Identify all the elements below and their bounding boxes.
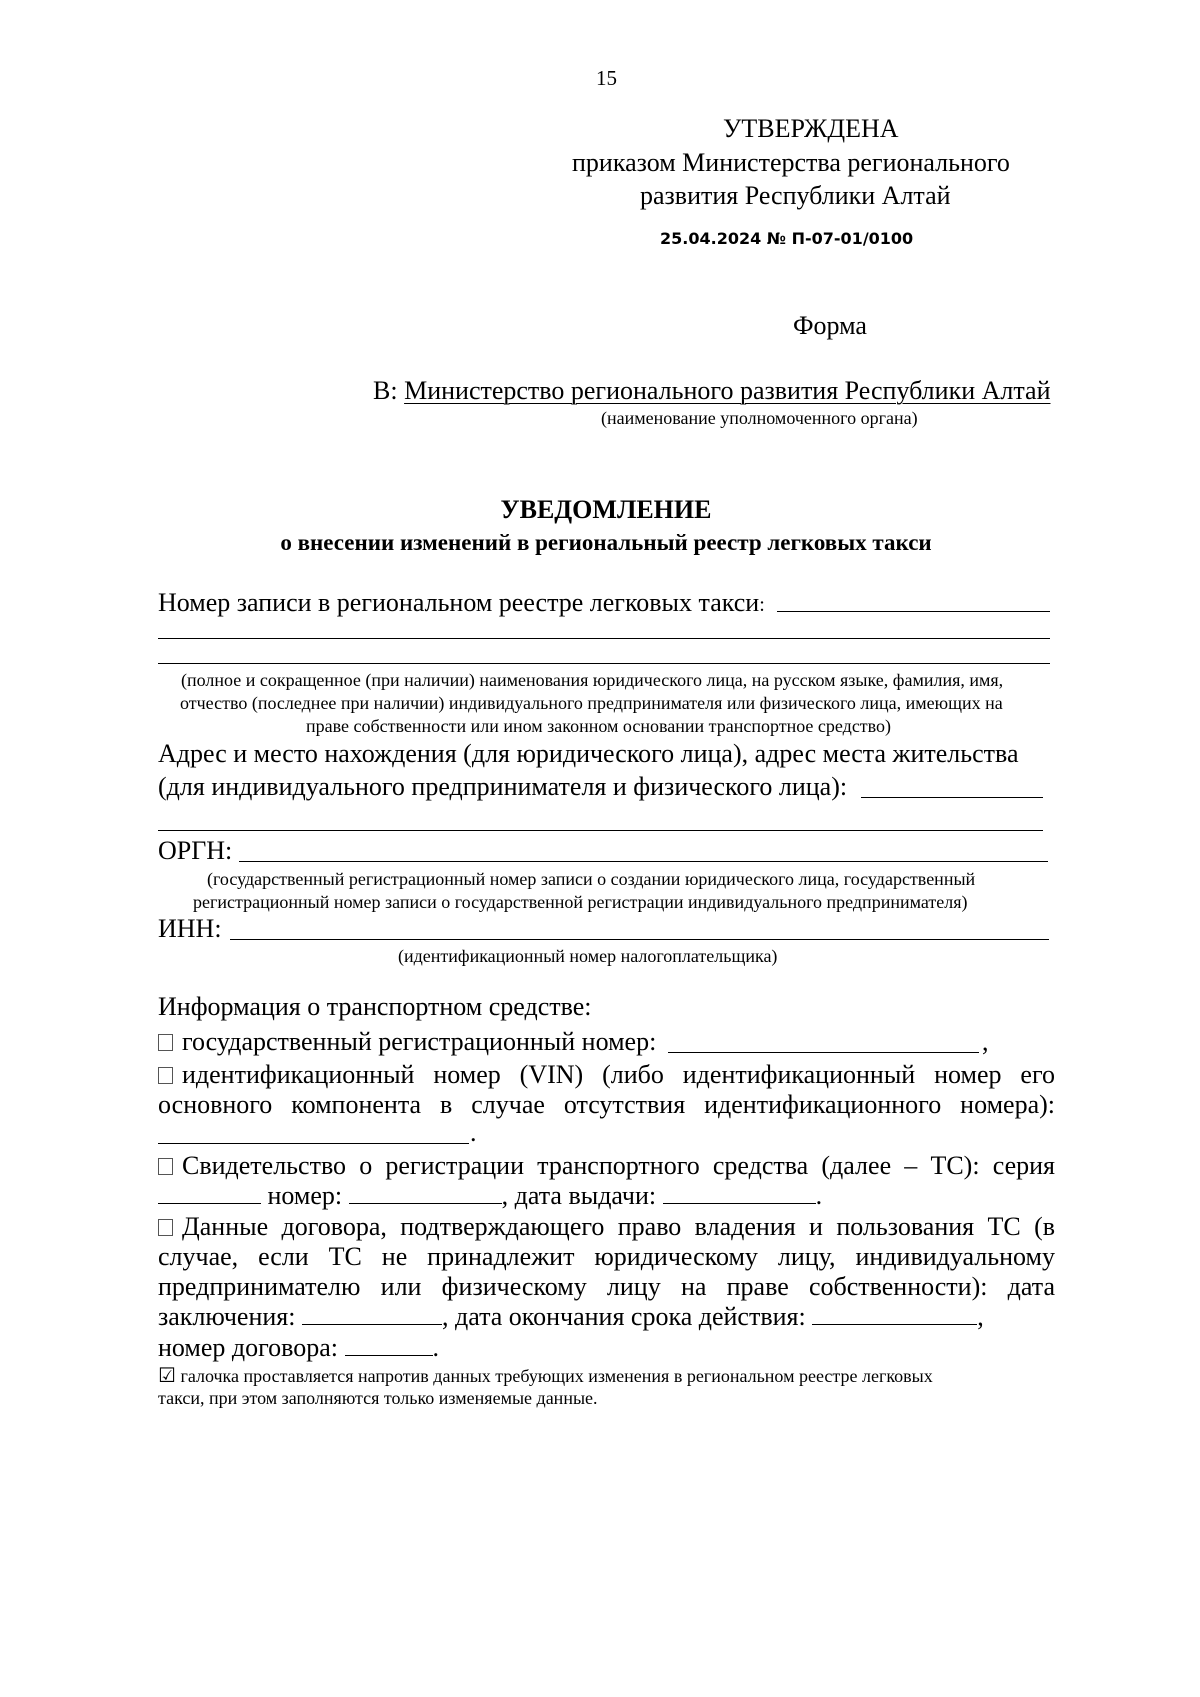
- cert-date-field[interactable]: [663, 1181, 816, 1204]
- note-line-1: ☑ галочка проставляется напротив данных требующих изменения в региональном реестре легковых: [158, 1363, 933, 1387]
- owner-name-caption-1: (полное и сокращенное (при наличии) наименования юридического лица, на русском языке, фамилия, имя,: [181, 670, 1004, 690]
- checked-box-icon: ☑: [158, 1363, 176, 1387]
- approval-order-number: 25.04.2024 № П-07-01/0100: [660, 229, 914, 248]
- owner-name-field-line-1[interactable]: [158, 638, 1050, 639]
- addressee-line: [373, 376, 1051, 406]
- ogrn-label: ОРГН:: [158, 836, 233, 865]
- address-field-line-2[interactable]: [158, 830, 1043, 831]
- ogrn-caption-2: регистрационный номер записи о государственной регистрации индивидуального предпринимателя): [193, 892, 968, 912]
- contract-line-3: предпринимателю или физическому лицу на праве собственности): дата: [158, 1272, 1055, 1301]
- owner-name-field-line-2[interactable]: [158, 663, 1050, 664]
- contract-line-4: заключения: , дата окончания срока действия: ,: [158, 1302, 984, 1331]
- contract-conclusion-date-field[interactable]: [302, 1302, 442, 1325]
- document-subtitle: о внесении изменений в региональный реестр легковых такси: [280, 530, 932, 555]
- ogrn-field[interactable]: [239, 861, 1048, 862]
- vin-line-1: идентификационный номер (VIN) (либо идентификационный номер его: [158, 1060, 1055, 1090]
- note-line-2: такси, при этом заполняются только изменяемые данные.: [158, 1388, 598, 1408]
- inn-label: ИНН:: [158, 914, 222, 943]
- form-label: Форма: [793, 311, 867, 340]
- cert-number-field[interactable]: [349, 1181, 502, 1204]
- cert-line-2: номер: , дата выдачи: .: [158, 1181, 822, 1211]
- reg-number-row: государственный регистрационный номер:: [158, 1027, 656, 1057]
- address-field[interactable]: [861, 797, 1043, 798]
- contract-line-1: Данные договора, подтверждающего право владения и пользования ТС (в: [158, 1212, 1055, 1242]
- contract-number-field[interactable]: [345, 1333, 433, 1356]
- cert-series-field[interactable]: [158, 1181, 261, 1204]
- address-label-1: Адрес и место нахождения (для юридического лица), адрес места жительства: [158, 739, 1019, 768]
- inn-caption: (идентификационный номер налогоплательщика): [398, 946, 778, 966]
- reg-number-checkbox[interactable]: [158, 1034, 173, 1051]
- approval-line-2: развития Республики Алтай: [640, 181, 951, 210]
- ogrn-caption-1: (государственный регистрационный номер записи о создании юридического лица, государственный: [207, 869, 976, 889]
- record-number-label: Номер записи в региональном реестре легковых такси:: [158, 588, 765, 617]
- vehicle-info-heading: Информация о транспортном средстве:: [158, 992, 592, 1021]
- document-title: УВЕДОМЛЕНИЕ: [500, 495, 712, 524]
- vin-period: .: [470, 1118, 477, 1147]
- vin-line-2: основного компонента в случае отсутствия идентификационного номера):: [158, 1090, 1055, 1119]
- contract-line-5: номер договора: .: [158, 1333, 440, 1362]
- cert-line-1: Свидетельство о регистрации транспортного средства (далее – ТС): серия: [158, 1151, 1055, 1181]
- inn-field[interactable]: [230, 939, 1049, 940]
- contract-expiry-date-field[interactable]: [812, 1302, 977, 1325]
- record-number-field[interactable]: [777, 611, 1050, 612]
- owner-name-caption-2: отчество (последнее при наличии) индивидуального предпринимателя или физического лица, имеющих на: [180, 693, 1003, 713]
- addressee-prefix: В:: [373, 376, 398, 405]
- approval-line-1: приказом Министерства регионального: [572, 148, 1010, 177]
- addressee-caption: (наименование уполномоченного органа): [601, 408, 918, 428]
- page-number: 15: [596, 66, 617, 90]
- vin-field[interactable]: [158, 1143, 469, 1144]
- reg-number-comma: ,: [982, 1027, 989, 1056]
- vin-checkbox[interactable]: [158, 1067, 173, 1084]
- owner-name-caption-3: праве собственности или ином законном основании транспортное средство): [306, 716, 892, 736]
- approval-title: УТВЕРЖДЕНА: [723, 114, 899, 143]
- reg-number-field[interactable]: [668, 1052, 979, 1053]
- contract-line-2: случае, если ТС не принадлежит юридическому лицу, индивидуальному: [158, 1242, 1055, 1271]
- address-label-2: (для индивидуального предпринимателя и физического лица):: [158, 772, 848, 801]
- addressee-value: Министерство регионального развития Республики Алтай: [404, 376, 1051, 405]
- contract-checkbox[interactable]: [158, 1219, 173, 1236]
- cert-checkbox[interactable]: [158, 1158, 173, 1175]
